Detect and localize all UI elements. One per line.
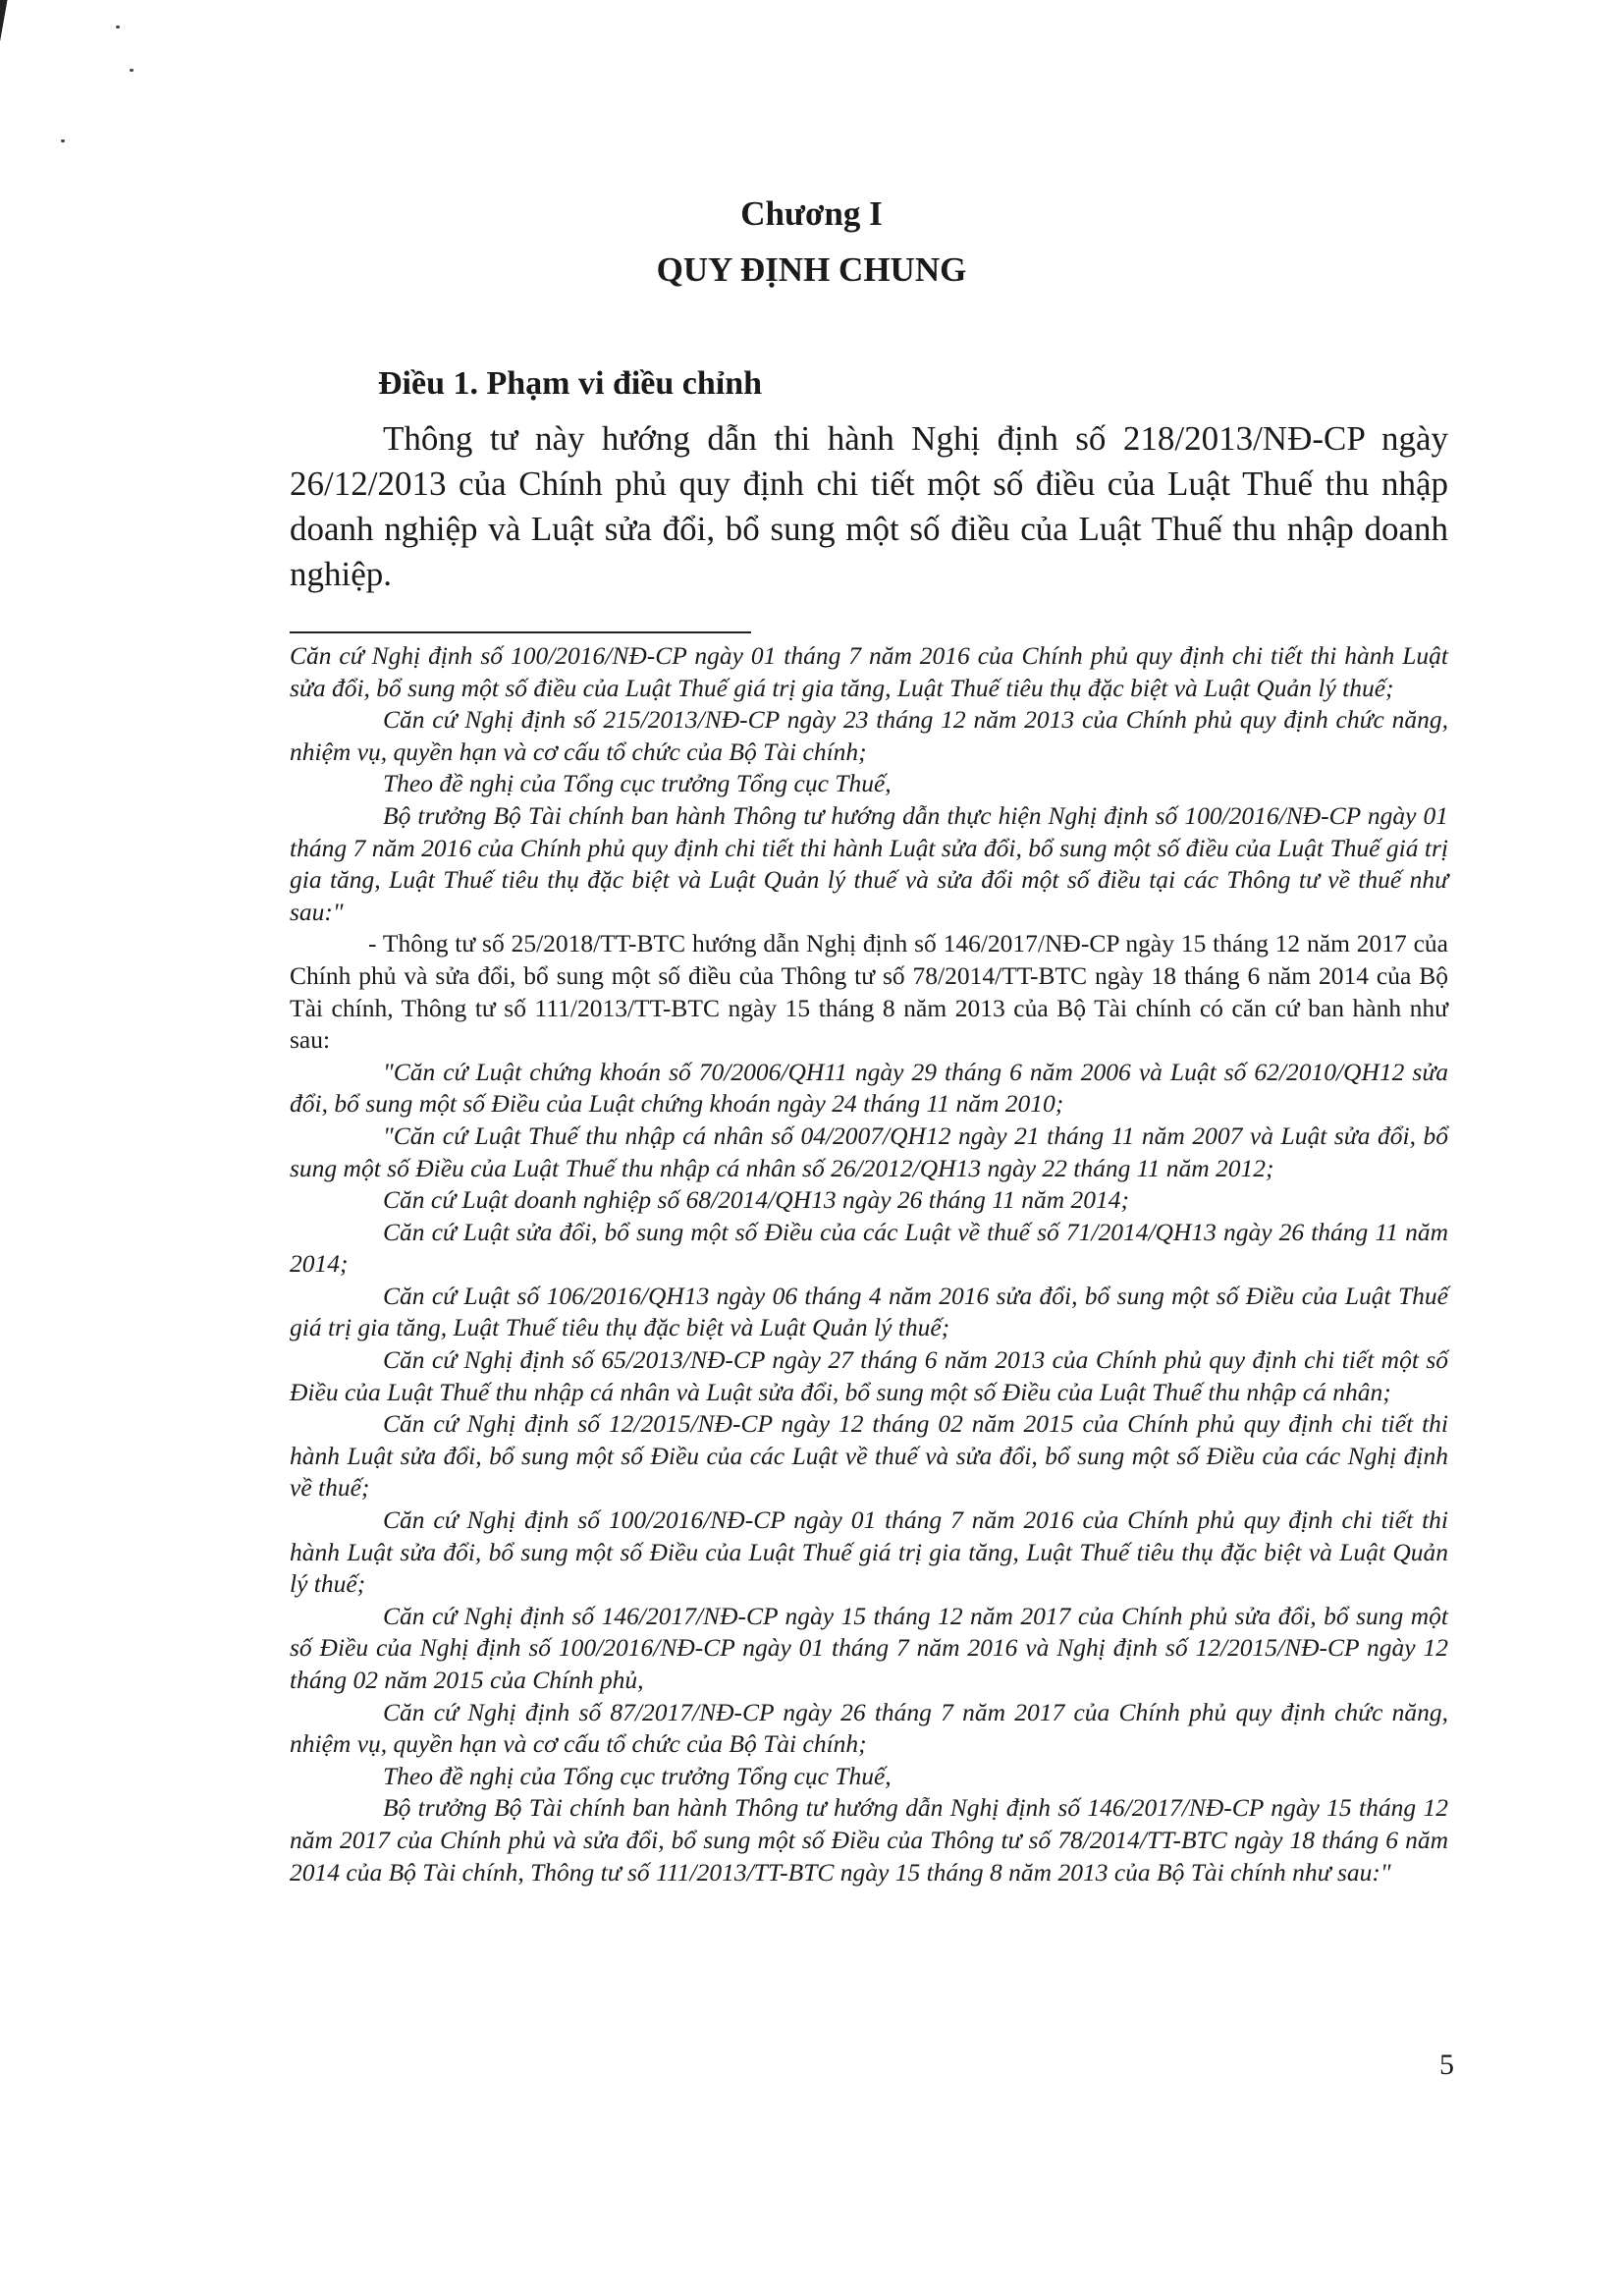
footnote-paragraph: Bộ trưởng Bộ Tài chính ban hành Thông tư hướng dẫn Nghị định số 146/2017/NĐ-CP ngày 15 tháng 12 năm 2017 của Chính phủ và sửa đổi, bổ sung một số Điều của Thông tư số 78/2014/TT-BTC ngày 18 tháng 6 năm 2014 của Bộ Tài chính, Thông tư số 111/2013/TT-BTC ngày 15 tháng 8 năm 2013 của Bộ Tài chính như sau:" <box>290 1793 1448 1886</box>
footnote-paragraph: Căn cứ Luật doanh nghiệp số 68/2014/QH13 ngày 26 tháng 11 năm 2014; <box>383 1185 1129 1215</box>
scan-speck <box>130 69 134 72</box>
footnote-paragraph: Căn cứ Nghị định số 215/2013/NĐ-CP ngày 23 tháng 12 năm 2013 của Chính phủ quy định chức năng, nhiệm vụ, quyền hạn và cơ cấu tổ chức của Bộ Tài chính; <box>290 705 1448 766</box>
footnote-paragraph: Căn cứ Luật số 106/2016/QH13 ngày 06 tháng 4 năm 2016 sửa đổi, bổ sung một số Điều của Luật Thuế giá trị gia tăng, Luật Thuế tiêu thụ đặc biệt và Luật Quản lý thuế; <box>290 1281 1448 1342</box>
footnote-paragraph: "Căn cứ Luật Thuế thu nhập cá nhân số 04/2007/QH12 ngày 21 tháng 11 năm 2007 và Luật sửa đổi, bổ sung một số Điều của Luật Thuế thu nhập cá nhân số 26/2012/QH13 ngày 22 tháng 11 năm 2012; <box>290 1121 1448 1182</box>
article-body: Thông tư này hướng dẫn thi hành Nghị định số 218/2013/NĐ-CP ngày 26/12/2013 của Chính phủ quy định chi tiết một số điều của Luật Thuế thu nhập doanh nghiệp và Luật sửa đổi, bổ sung một số điều của Luật Thuế thu nhập doanh nghiệp. <box>290 419 1448 593</box>
scan-edge-mark <box>0 0 14 59</box>
footnote-separator <box>290 631 751 633</box>
scan-speck <box>116 26 120 28</box>
footnote-paragraph: Theo đề nghị của Tổng cục trưởng Tổng cục Thuế, <box>383 1761 892 1790</box>
footnote-paragraph: "Căn cứ Luật chứng khoán số 70/2006/QH11 ngày 29 tháng 6 năm 2006 và Luật số 62/2010/QH12 sửa đổi, bổ sung một số Điều của Luật chứng khoán ngày 24 tháng 11 năm 2010; <box>290 1057 1448 1119</box>
footnote-paragraph: Căn cứ Nghị định số 100/2016/NĐ-CP ngày 01 tháng 7 năm 2016 của Chính phủ quy định chi tiết thi hành Luật sửa đổi, bổ sung một số Điều của Luật Thuế giá trị gia tăng, Luật Thuế tiêu thụ đặc biệt và Luật Quản lý thuế; <box>290 1505 1448 1599</box>
scan-speck <box>61 139 65 142</box>
chapter-title: QUY ĐỊNH CHUNG <box>656 250 967 289</box>
footnote-paragraph: Căn cứ Nghị định số 12/2015/NĐ-CP ngày 12 tháng 02 năm 2015 của Chính phủ quy định chi tiết thi hành Luật sửa đổi, bổ sung một số Điều của các Luật về thuế và sửa đổi, bổ sung một số Điều của các Nghị định về thuế; <box>290 1409 1448 1503</box>
footnote-paragraph: Theo đề nghị của Tổng cục trưởng Tổng cục Thuế, <box>383 769 892 798</box>
footnote-paragraph: Căn cứ Nghị định số 65/2013/NĐ-CP ngày 27 tháng 6 năm 2013 của Chính phủ quy định chi tiết một số Điều của Luật Thuế thu nhập cá nhân và Luật sửa đổi, bổ sung một số Điều của Luật Thuế thu nhập cá nhân; <box>290 1345 1448 1406</box>
footnotes <box>290 640 1448 1888</box>
footnote-paragraph: Căn cứ Nghị định số 146/2017/NĐ-CP ngày 15 tháng 12 năm 2017 của Chính phủ sửa đổi, bổ sung một số Điều của Nghị định số 100/2016/NĐ-CP ngày 01 tháng 7 năm 2016 và Nghị định số 12/2015/NĐ-CP ngày 12 tháng 02 năm 2015 của Chính phủ, <box>290 1601 1448 1694</box>
footnote-paragraph: Căn cứ Luật sửa đổi, bổ sung một số Điều của các Luật về thuế số 71/2014/QH13 ngày 26 tháng 11 năm 2014; <box>290 1217 1448 1279</box>
chapter-number: Chương I <box>740 194 883 233</box>
page-number: 5 <box>1439 2049 1454 2081</box>
article-title: Điều 1. Phạm vi điều chỉnh <box>378 365 763 402</box>
footnote-paragraph: Căn cứ Nghị định số 87/2017/NĐ-CP ngày 26 tháng 7 năm 2017 của Chính phủ quy định chức năng, nhiệm vụ, quyền hạn và cơ cấu tổ chức của Bộ Tài chính; <box>290 1697 1448 1759</box>
footnote-paragraph: Bộ trưởng Bộ Tài chính ban hành Thông tư hướng dẫn thực hiện Nghị định số 100/2016/NĐ-CP ngày 01 tháng 7 năm 2016 của Chính phủ quy định chi tiết thi hành Luật sửa đổi, bổ sung một số điều của Luật Thuế giá trị gia tăng, Luật Thuế tiêu thụ đặc biệt và Luật Quản lý thuế và sửa đổi một số điều tại các Thông tư về thuế như sau:" <box>290 800 1448 926</box>
footnote-paragraph: - Thông tư số 25/2018/TT-BTC hướng dẫn Nghị định số 146/2017/NĐ-CP ngày 15 tháng 12 năm 2017 của Chính phủ và sửa đổi, bổ sung một số điều của Thông tư số 78/2014/TT-BTC ngày 18 tháng 6 năm 2014 của Bộ Tài chính, Thông tư số 111/2013/TT-BTC ngày 15 tháng 8 năm 2013 của Bộ Tài chính có căn cứ ban hành như sau: <box>290 929 1448 1055</box>
footnote-paragraph: Căn cứ Nghị định số 100/2016/NĐ-CP ngày 01 tháng 7 năm 2016 của Chính phủ quy định chi tiết thi hành Luật sửa đổi, bổ sung một số điều của Luật Thuế giá trị gia tăng, Luật Thuế tiêu thụ đặc biệt và Luật Quản lý thuế; <box>290 641 1448 702</box>
